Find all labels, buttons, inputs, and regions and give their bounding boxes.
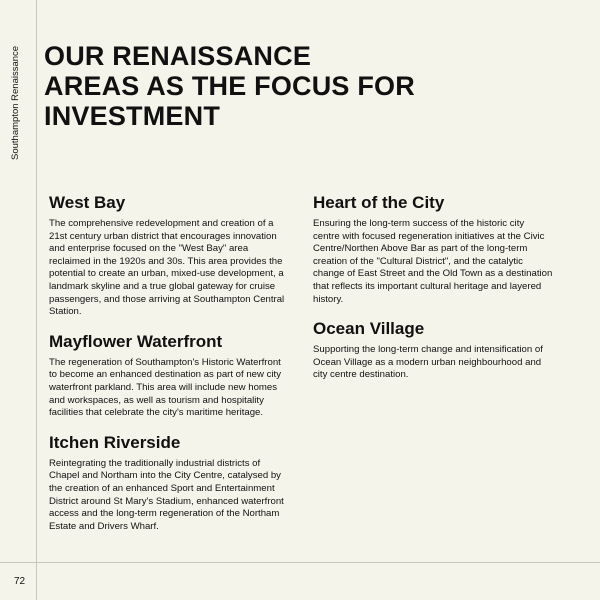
section-body: Ensuring the long-term success of the historic city centre with focused regeneration initiatives at the Civic Centre/Northen Above Bar as part of the long-term creation of the "Cultural District", and the catalytic change of East Street and the Old Town as a destination that reflects its important cultural heritage and layered history. [313, 218, 553, 305]
page-title-line: OUR RENAISSANCE [44, 41, 312, 71]
section-heading: Heart of the City [313, 193, 445, 212]
section-ocean-village [313, 319, 553, 382]
margin-rule-vertical [36, 0, 37, 600]
section-body: Supporting the long-term change and intensification of Ocean Village as a modern urban neighbourhood and city centre destination. [313, 344, 543, 381]
right-column [313, 193, 553, 395]
page-title-line: AREAS AS THE FOCUS FOR [44, 71, 415, 101]
section-west-bay [49, 193, 289, 319]
section-body: Reintegrating the traditionally industrial districts of Chapel and Northam into the City Centre, catalysed by the creation of an enhanced Sport and Entertainment District around St Mary's Stadium, enhanced waterfront access and the long-term regeneration of the Northam Estate and Drivers Wharf. [49, 457, 284, 532]
section-heading: Mayflower Waterfront [49, 331, 223, 351]
margin-rule-horizontal [0, 562, 600, 563]
section-heading: West Bay [49, 193, 126, 212]
running-header-label: Southampton Renaissance [10, 45, 21, 160]
section-itchen-riverside [49, 433, 289, 534]
section-body: The comprehensive redevelopment and creation of a 21st century urban district that encourages innovation and enterprise focused on the "West Bay" area reclaimed in the 1920s and 30s. This area provides the potential to create an urban, mixed-use development, a landmark skyline and a true global gateway for cruise passengers, and those arriving at Southampton Central Station. [49, 218, 285, 318]
section-heading: Ocean Village [313, 319, 425, 339]
page-number: 72 [14, 576, 26, 587]
section-mayflower-waterfront [49, 332, 289, 420]
section-heart-of-the-city [313, 193, 553, 306]
left-column [49, 193, 289, 546]
section-heading: Itchen Riverside [49, 432, 181, 452]
section-body: The regeneration of Southampton's Historic Waterfront to become an enhanced destination as part of new city waterfront parkland. This area will include new homes and workspaces, as well as tourism and hospitality facilities that celebrate the city's maritime heritage. [49, 356, 281, 419]
running-header [9, 42, 25, 160]
page-title [44, 41, 484, 131]
page-title-line: INVESTMENT [44, 101, 221, 131]
